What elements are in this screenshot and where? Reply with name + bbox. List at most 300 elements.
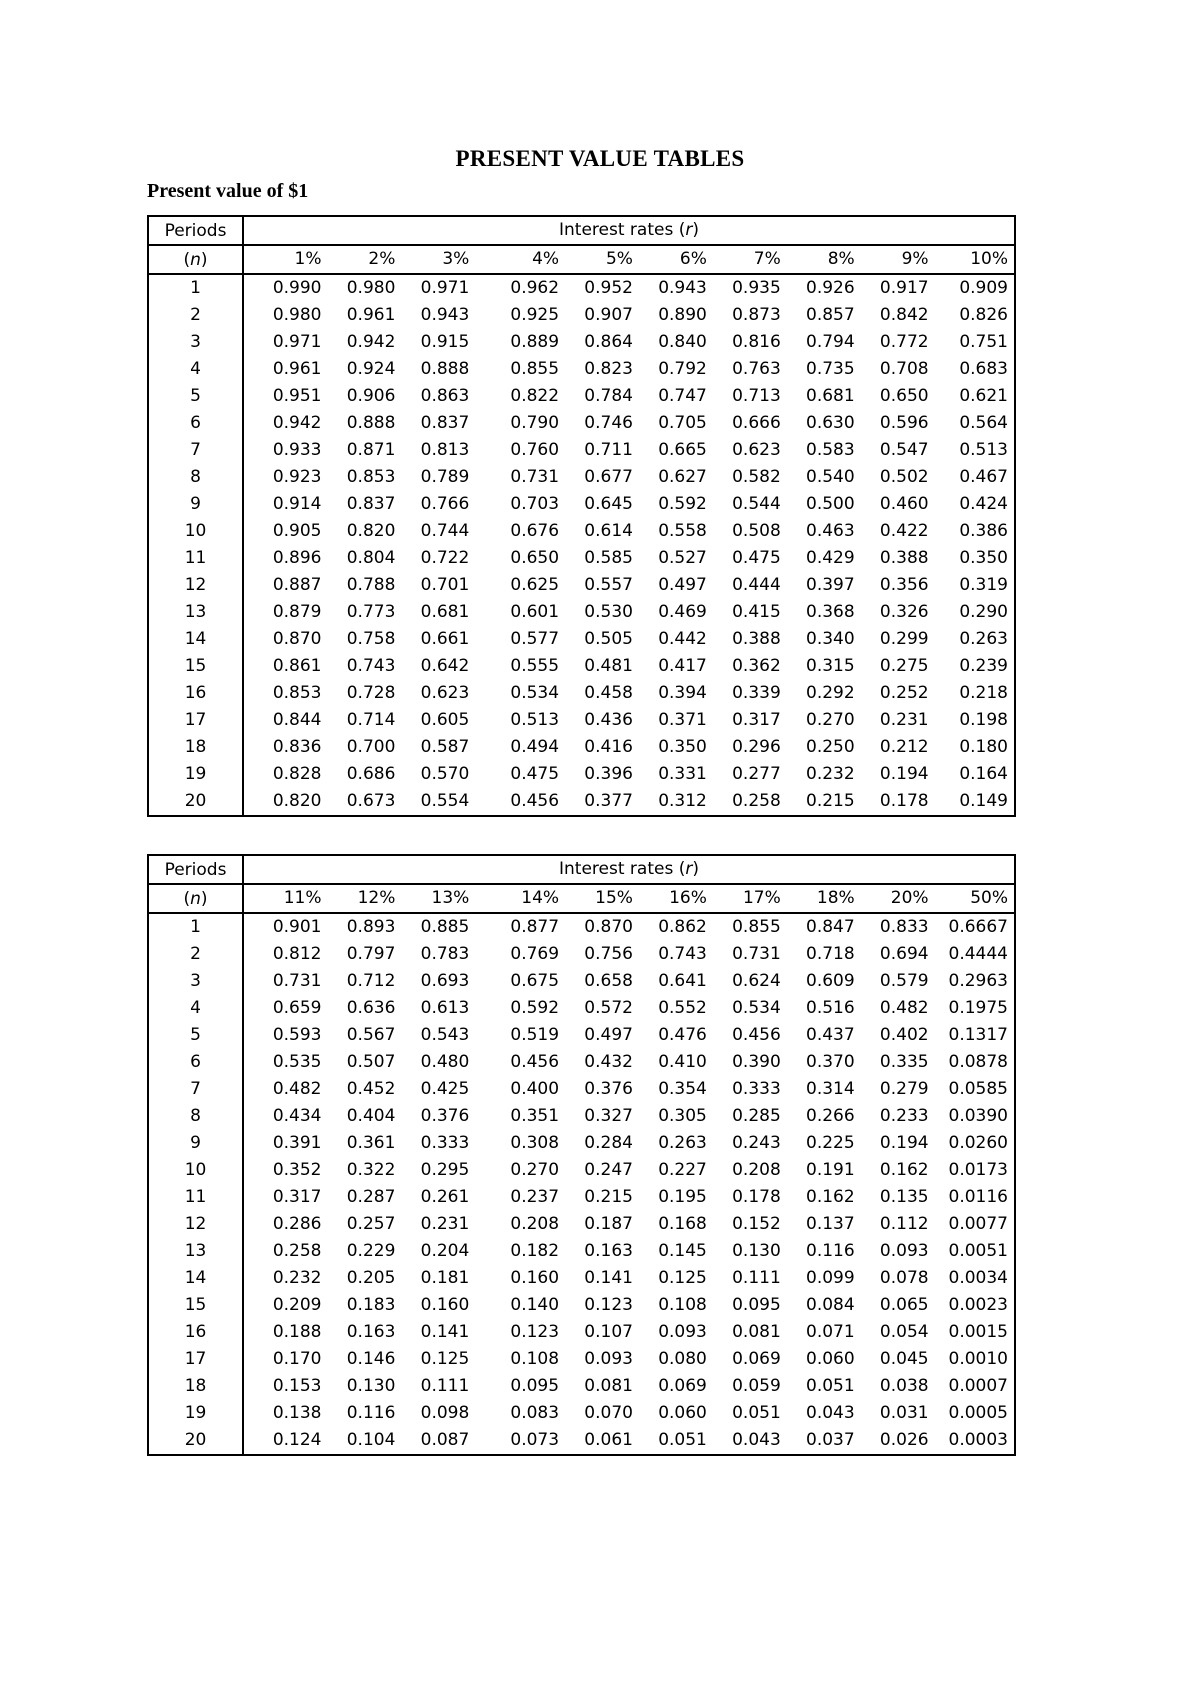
rate-header: 50% <box>935 884 1015 913</box>
value-cell: 0.773 <box>346 602 396 622</box>
value-cell: 0.475 <box>732 548 781 568</box>
value-cell: 0.661 <box>420 629 470 649</box>
rate-header: 9% <box>861 245 935 274</box>
value-cell: 0.855 <box>732 917 781 937</box>
value-cell: 0.388 <box>879 548 929 568</box>
value-cell: 0.540 <box>806 467 855 487</box>
value-cell: 0.906 <box>346 386 396 406</box>
rate-header: 20% <box>861 884 935 913</box>
value-cell: 0.925 <box>510 305 560 325</box>
value-cell: 0.463 <box>806 521 855 541</box>
table-row <box>148 302 1015 329</box>
value-cell: 0.826 <box>959 305 1008 325</box>
value-cell: 0.847 <box>806 917 855 937</box>
value-cell: 0.813 <box>420 440 470 460</box>
value-cell: 0.804 <box>346 548 396 568</box>
value-cell: 0.229 <box>346 1241 396 1261</box>
value-cell: 0.292 <box>806 683 855 703</box>
value-cell: 0.0116 <box>948 1187 1008 1207</box>
value-cell: 0.270 <box>806 710 855 730</box>
value-cell: 0.516 <box>806 998 855 1018</box>
value-cell: 0.051 <box>806 1376 855 1396</box>
period-cell: 10 <box>148 1157 243 1184</box>
value-cell: 0.340 <box>806 629 855 649</box>
value-cell: 0.666 <box>732 413 781 433</box>
period-cell: 13 <box>148 1238 243 1265</box>
value-cell: 0.1317 <box>948 1025 1008 1045</box>
value-cell: 0.585 <box>584 548 633 568</box>
value-cell: 0.853 <box>346 467 396 487</box>
value-cell: 0.718 <box>806 944 855 964</box>
period-cell: 12 <box>148 572 243 599</box>
value-cell: 0.0585 <box>948 1079 1008 1099</box>
period-cell: 7 <box>148 1076 243 1103</box>
value-cell: 0.641 <box>658 971 707 991</box>
value-cell: 0.980 <box>346 278 396 298</box>
table-row <box>148 1346 1015 1373</box>
value-cell: 0.290 <box>959 602 1008 622</box>
value-cell: 0.924 <box>346 359 396 379</box>
value-cell: 0.783 <box>420 944 470 964</box>
value-cell: 0.231 <box>420 1214 470 1234</box>
n-close-paren: ) <box>200 888 208 909</box>
value-cell: 0.747 <box>658 386 707 406</box>
value-cell: 0.1975 <box>948 998 1008 1018</box>
value-cell: 0.935 <box>732 278 781 298</box>
value-cell: 0.642 <box>420 656 470 676</box>
value-cell: 0.790 <box>510 413 560 433</box>
period-cell: 1 <box>148 913 243 941</box>
value-cell: 0.961 <box>346 305 396 325</box>
value-cell: 0.043 <box>806 1403 855 1423</box>
period-cell: 4 <box>148 356 243 383</box>
value-cell: 0.567 <box>346 1025 396 1045</box>
value-cell: 0.873 <box>732 305 781 325</box>
value-cell: 0.178 <box>879 791 929 811</box>
value-cell: 0.943 <box>420 305 470 325</box>
table-row <box>148 1400 1015 1427</box>
value-cell: 0.116 <box>346 1403 396 1423</box>
present-value-table-1 <box>147 215 1016 817</box>
value-cell: 0.093 <box>584 1349 633 1369</box>
value-cell: 0.837 <box>346 494 396 514</box>
value-cell: 0.475 <box>510 764 560 784</box>
value-cell: 0.731 <box>510 467 560 487</box>
value-cell: 0.351 <box>510 1106 560 1126</box>
value-cell: 0.547 <box>879 440 929 460</box>
table-row <box>148 1373 1015 1400</box>
value-cell: 0.116 <box>806 1241 855 1261</box>
value-cell: 0.743 <box>658 944 707 964</box>
value-cell: 0.368 <box>806 602 855 622</box>
period-cell: 4 <box>148 995 243 1022</box>
value-cell: 0.252 <box>879 683 929 703</box>
value-cell: 0.534 <box>732 998 781 1018</box>
period-cell: 17 <box>148 1346 243 1373</box>
value-cell: 0.624 <box>732 971 781 991</box>
value-cell: 0.4444 <box>948 944 1008 964</box>
value-cell: 0.181 <box>420 1268 470 1288</box>
value-cell: 0.476 <box>658 1025 707 1045</box>
value-cell: 0.527 <box>658 548 707 568</box>
table-row <box>148 1022 1015 1049</box>
value-cell: 0.327 <box>584 1106 633 1126</box>
value-cell: 0.071 <box>806 1322 855 1342</box>
value-cell: 0.371 <box>658 710 707 730</box>
value-cell: 0.031 <box>879 1403 929 1423</box>
value-cell: 0.208 <box>510 1214 560 1234</box>
value-cell: 0.078 <box>879 1268 929 1288</box>
value-cell: 0.099 <box>806 1268 855 1288</box>
value-cell: 0.061 <box>584 1430 633 1450</box>
table-row <box>148 1076 1015 1103</box>
value-cell: 0.326 <box>879 602 929 622</box>
period-cell: 10 <box>148 518 243 545</box>
value-cell: 0.887 <box>272 575 322 595</box>
value-cell: 0.287 <box>346 1187 396 1207</box>
period-cell: 15 <box>148 653 243 680</box>
value-cell: 0.333 <box>732 1079 781 1099</box>
value-cell: 0.763 <box>732 359 781 379</box>
n-open-paren: ( <box>183 249 191 270</box>
value-cell: 0.877 <box>510 917 560 937</box>
page-title: PRESENT VALUE TABLES <box>455 146 745 171</box>
rate-header: 10% <box>935 245 1015 274</box>
value-cell: 0.681 <box>806 386 855 406</box>
value-cell: 0.275 <box>879 656 929 676</box>
table-row <box>148 1130 1015 1157</box>
value-cell: 0.0390 <box>948 1106 1008 1126</box>
rate-header: 13% <box>401 884 475 913</box>
value-cell: 0.507 <box>346 1052 396 1072</box>
rate-header: 4% <box>475 245 565 274</box>
value-cell: 0.915 <box>420 332 470 352</box>
n-close-paren: ) <box>200 249 208 270</box>
value-cell: 0.980 <box>272 305 322 325</box>
value-cell: 0.502 <box>879 467 929 487</box>
value-cell: 0.107 <box>584 1322 633 1342</box>
value-cell: 0.659 <box>272 998 322 1018</box>
value-cell: 0.0034 <box>948 1268 1008 1288</box>
value-cell: 0.051 <box>732 1403 781 1423</box>
value-cell: 0.844 <box>272 710 322 730</box>
value-cell: 0.564 <box>959 413 1008 433</box>
period-cell: 18 <box>148 1373 243 1400</box>
period-cell: 1 <box>148 274 243 302</box>
value-cell: 0.885 <box>420 917 470 937</box>
value-cell: 0.0005 <box>948 1403 1008 1423</box>
period-cell: 6 <box>148 410 243 437</box>
table-row <box>148 329 1015 356</box>
value-cell: 0.570 <box>420 764 470 784</box>
period-cell: 3 <box>148 968 243 995</box>
value-cell: 0.592 <box>510 998 560 1018</box>
value-cell: 0.714 <box>346 710 396 730</box>
value-cell: 0.073 <box>510 1430 560 1450</box>
value-cell: 0.209 <box>272 1295 322 1315</box>
value-cell: 0.400 <box>510 1079 560 1099</box>
value-cell: 0.609 <box>806 971 855 991</box>
value-cell: 0.232 <box>806 764 855 784</box>
value-cell: 0.853 <box>272 683 322 703</box>
value-cell: 0.863 <box>420 386 470 406</box>
period-cell: 2 <box>148 941 243 968</box>
value-cell: 0.482 <box>272 1079 322 1099</box>
value-cell: 0.971 <box>272 332 322 352</box>
value-cell: 0.191 <box>806 1160 855 1180</box>
value-cell: 0.557 <box>584 575 633 595</box>
value-cell: 0.544 <box>732 494 781 514</box>
value-cell: 0.043 <box>732 1430 781 1450</box>
value-cell: 0.160 <box>510 1268 560 1288</box>
value-cell: 0.888 <box>420 359 470 379</box>
table-row <box>148 653 1015 680</box>
value-cell: 0.111 <box>420 1376 470 1396</box>
value-cell: 0.614 <box>584 521 633 541</box>
period-cell: 13 <box>148 599 243 626</box>
period-cell: 9 <box>148 1130 243 1157</box>
value-cell: 0.842 <box>879 305 929 325</box>
value-cell: 0.6667 <box>948 917 1008 937</box>
value-cell: 0.361 <box>346 1133 396 1153</box>
table-row <box>148 410 1015 437</box>
value-cell: 0.893 <box>346 917 396 937</box>
value-cell: 0.0051 <box>948 1241 1008 1261</box>
value-cell: 0.263 <box>658 1133 707 1153</box>
value-cell: 0.051 <box>658 1430 707 1450</box>
value-cell: 0.731 <box>732 944 781 964</box>
value-cell: 0.746 <box>584 413 633 433</box>
value-cell: 0.436 <box>584 710 633 730</box>
value-cell: 0.299 <box>879 629 929 649</box>
value-cell: 0.513 <box>959 440 1008 460</box>
period-cell: 11 <box>148 545 243 572</box>
value-cell: 0.286 <box>272 1214 322 1234</box>
value-cell: 0.322 <box>346 1160 396 1180</box>
period-cell: 3 <box>148 329 243 356</box>
value-cell: 0.0260 <box>948 1133 1008 1153</box>
value-cell: 0.760 <box>510 440 560 460</box>
value-cell: 0.701 <box>420 575 470 595</box>
value-cell: 0.823 <box>584 359 633 379</box>
value-cell: 0.0007 <box>948 1376 1008 1396</box>
value-cell: 0.152 <box>732 1214 781 1234</box>
value-cell: 0.123 <box>584 1295 633 1315</box>
value-cell: 0.683 <box>959 359 1008 379</box>
value-cell: 0.331 <box>658 764 707 784</box>
value-cell: 0.855 <box>510 359 560 379</box>
value-cell: 0.415 <box>732 602 781 622</box>
rate-header: 14% <box>475 884 565 913</box>
periods-header: Periods <box>148 855 243 884</box>
table-row <box>148 1319 1015 1346</box>
value-cell: 0.198 <box>959 710 1008 730</box>
value-cell: 0.065 <box>879 1295 929 1315</box>
value-cell: 0.388 <box>732 629 781 649</box>
interest-rates-text: Interest rates ( <box>559 220 686 240</box>
value-cell: 0.059 <box>732 1376 781 1396</box>
value-cell: 0.362 <box>732 656 781 676</box>
table-row <box>148 356 1015 383</box>
value-cell: 0.555 <box>510 656 560 676</box>
rate-header: 12% <box>327 884 401 913</box>
value-cell: 0.125 <box>420 1349 470 1369</box>
value-cell: 0.080 <box>658 1349 707 1369</box>
value-cell: 0.081 <box>584 1376 633 1396</box>
value-cell: 0.530 <box>584 602 633 622</box>
section-subtitle: Present value of $1 <box>147 180 309 202</box>
value-cell: 0.703 <box>510 494 560 514</box>
value-cell: 0.215 <box>584 1187 633 1207</box>
value-cell: 0.279 <box>879 1079 929 1099</box>
value-cell: 0.0010 <box>948 1349 1008 1369</box>
rate-header: 17% <box>713 884 787 913</box>
value-cell: 0.153 <box>272 1376 322 1396</box>
value-cell: 0.519 <box>510 1025 560 1045</box>
value-cell: 0.424 <box>959 494 1008 514</box>
value-cell: 0.335 <box>879 1052 929 1072</box>
value-cell: 0.675 <box>510 971 560 991</box>
value-cell: 0.163 <box>346 1322 396 1342</box>
value-cell: 0.708 <box>879 359 929 379</box>
value-cell: 0.712 <box>346 971 396 991</box>
value-cell: 0.889 <box>510 332 560 352</box>
value-cell: 0.187 <box>584 1214 633 1234</box>
value-cell: 0.505 <box>584 629 633 649</box>
periods-n-header <box>148 245 243 274</box>
value-cell: 0.146 <box>346 1349 396 1369</box>
table-row <box>148 1049 1015 1076</box>
value-cell: 0.141 <box>584 1268 633 1288</box>
value-cell: 0.836 <box>272 737 322 757</box>
value-cell: 0.442 <box>658 629 707 649</box>
value-cell: 0.623 <box>420 683 470 703</box>
value-cell: 0.700 <box>346 737 396 757</box>
value-cell: 0.558 <box>658 521 707 541</box>
value-cell: 0.909 <box>959 278 1008 298</box>
table-row <box>148 761 1015 788</box>
value-cell: 0.285 <box>732 1106 781 1126</box>
rate-header: 7% <box>713 245 787 274</box>
value-cell: 0.233 <box>879 1106 929 1126</box>
value-cell: 0.0023 <box>948 1295 1008 1315</box>
value-cell: 0.621 <box>959 386 1008 406</box>
value-cell: 0.784 <box>584 386 633 406</box>
value-cell: 0.108 <box>658 1295 707 1315</box>
value-cell: 0.623 <box>732 440 781 460</box>
value-cell: 0.840 <box>658 332 707 352</box>
period-cell: 20 <box>148 788 243 816</box>
value-cell: 0.386 <box>959 521 1008 541</box>
value-cell: 0.227 <box>658 1160 707 1180</box>
value-cell: 0.677 <box>584 467 633 487</box>
table-row <box>148 599 1015 626</box>
value-cell: 0.261 <box>420 1187 470 1207</box>
value-cell: 0.788 <box>346 575 396 595</box>
value-cell: 0.534 <box>510 683 560 703</box>
value-cell: 0.497 <box>584 1025 633 1045</box>
value-cell: 0.425 <box>420 1079 470 1099</box>
value-cell: 0.168 <box>658 1214 707 1234</box>
value-cell: 0.188 <box>272 1322 322 1342</box>
value-cell: 0.605 <box>420 710 470 730</box>
value-cell: 0.926 <box>806 278 855 298</box>
period-cell: 5 <box>148 383 243 410</box>
rate-header: 6% <box>639 245 713 274</box>
value-cell: 0.722 <box>420 548 470 568</box>
rate-header: 3% <box>401 245 475 274</box>
value-cell: 0.861 <box>272 656 322 676</box>
value-cell: 0.862 <box>658 917 707 937</box>
value-cell: 0.194 <box>879 1133 929 1153</box>
period-cell: 15 <box>148 1292 243 1319</box>
value-cell: 0.744 <box>420 521 470 541</box>
value-cell: 0.870 <box>584 917 633 937</box>
value-cell: 0.208 <box>732 1160 781 1180</box>
period-cell: 11 <box>148 1184 243 1211</box>
value-cell: 0.112 <box>879 1214 929 1234</box>
value-cell: 0.444 <box>732 575 781 595</box>
value-cell: 0.833 <box>879 917 929 937</box>
period-cell: 16 <box>148 680 243 707</box>
value-cell: 0.163 <box>584 1241 633 1261</box>
table-row <box>148 1238 1015 1265</box>
interest-rates-header <box>243 855 1015 884</box>
value-cell: 0.124 <box>272 1430 322 1450</box>
value-cell: 0.308 <box>510 1133 560 1153</box>
table-row <box>148 995 1015 1022</box>
value-cell: 0.494 <box>510 737 560 757</box>
value-cell: 0.350 <box>658 737 707 757</box>
value-cell: 0.060 <box>806 1349 855 1369</box>
periods-header: Periods <box>148 216 243 245</box>
value-cell: 0.098 <box>420 1403 470 1423</box>
value-cell: 0.681 <box>420 602 470 622</box>
value-cell: 0.713 <box>732 386 781 406</box>
table-row <box>148 734 1015 761</box>
value-cell: 0.081 <box>732 1322 781 1342</box>
value-cell: 0.257 <box>346 1214 396 1234</box>
value-cell: 0.480 <box>420 1052 470 1072</box>
value-cell: 0.482 <box>879 998 929 1018</box>
period-cell: 16 <box>148 1319 243 1346</box>
value-cell: 0.456 <box>732 1025 781 1045</box>
period-cell: 2 <box>148 302 243 329</box>
value-cell: 0.601 <box>510 602 560 622</box>
value-cell: 0.857 <box>806 305 855 325</box>
value-cell: 0.905 <box>272 521 322 541</box>
value-cell: 0.583 <box>806 440 855 460</box>
interest-rate-symbol: r <box>685 220 693 240</box>
value-cell: 0.0173 <box>948 1160 1008 1180</box>
period-cell: 17 <box>148 707 243 734</box>
value-cell: 0.871 <box>346 440 396 460</box>
value-cell: 0.792 <box>658 359 707 379</box>
value-cell: 0.352 <box>272 1160 322 1180</box>
value-cell: 0.194 <box>879 764 929 784</box>
value-cell: 0.130 <box>732 1241 781 1261</box>
value-cell: 0.370 <box>806 1052 855 1072</box>
table-row <box>148 1292 1015 1319</box>
value-cell: 0.130 <box>346 1376 396 1396</box>
rate-header: 8% <box>787 245 861 274</box>
value-cell: 0.162 <box>879 1160 929 1180</box>
value-cell: 0.500 <box>806 494 855 514</box>
value-cell: 0.971 <box>420 278 470 298</box>
value-cell: 0.391 <box>272 1133 322 1153</box>
value-cell: 0.404 <box>346 1106 396 1126</box>
value-cell: 0.933 <box>272 440 322 460</box>
